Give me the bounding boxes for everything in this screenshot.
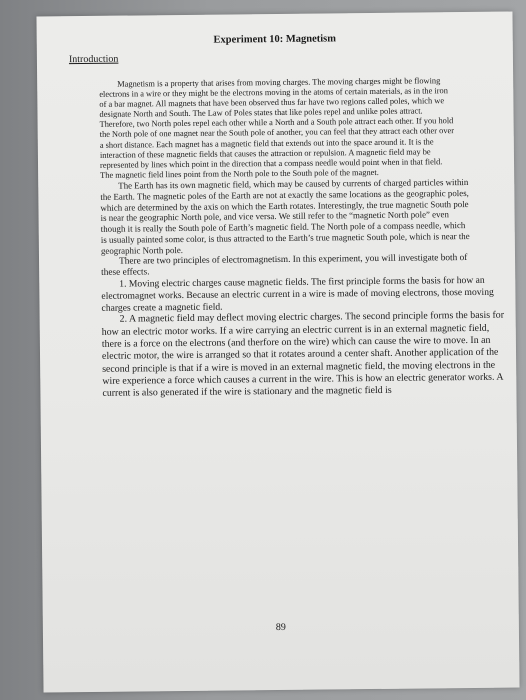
document-page (36, 12, 519, 693)
page-title: Experiment 10: Magnetism (213, 33, 337, 46)
paragraph-principle-one: 1. Moving electric charges cause magnetic fields. The first principle forms the basis for how an electromagnet works. Because an electric current in a wire is made of moving electrons, those moving charges create a magnetic field. (101, 274, 494, 314)
paragraph-principle-two: 2. A magnetic field may deflect moving electric charges. The second principle forms the basis for how an electric motor works. If a wire carrying an electric current is in an external magnetic field, there is a force on the electrons (and therfore on the wire) which can cause the wire to move. In an electric motor, the wire is arranged so that it rotates around a center shaft. Another application of the second principle is that if a wire is moved in an external magnetic field, the moving electrons in the wire experience a force which causes a current in the wire. This is how an electric generator works. A current is also generated if the wire is stationary and the magnetic field is (101, 309, 505, 399)
paragraph-earth-field: The Earth has its own magnetic field, which may be caused by currents of charged particles within the Earth. The magnetic poles of the Earth are not at exactly the same locations as the geographic poles, which are determined by the axis on which the Earth rotates. Interestingly, the true magnetic South pole is near the geographic North pole, and vice versa. We still refer to the “magnetic North pole” even though it is really the South pole of Earth’s magnetic field. The North pole of a compass needle, which is usually painted some color, is thus attracted to the Earth’s true magnetic South pole, which is near the geographic North pole. (100, 176, 470, 256)
paragraph-magnetism: Magnetism is a property that arises from moving charges. The moving charges might be flowing electrons in a wire or they might be the electrons moving in the atoms of certain materials, as in the iron of a bar magnet. All magnets that have been observed thus far have two regions called poles, which we designate North and South. The Law of Poles states that like poles repel and unlike poles attract. Therefore, two North poles repel each other while a North and a South pole attract each other. If you hold the North pole of one magnet near the South pole of another, you can feel that they attract each other over a short distance. Each magnet has a magnetic field that extends out into the space around it. It is the interaction of these magnetic fields that causes the attraction or repulsion. A magnetic field may be represented by lines which point in the direction that a compass needle would point when in that field. The magnetic field lines point from the North pole to the South pole of the magnet. (99, 76, 455, 180)
body-text (99, 76, 514, 401)
page-number: 89 (275, 621, 286, 634)
section-heading: Introduction (68, 53, 119, 66)
paragraph-principles-intro: There are two principles of electromagnetism. In this experiment, you will investigate both of these effects. (101, 252, 468, 278)
